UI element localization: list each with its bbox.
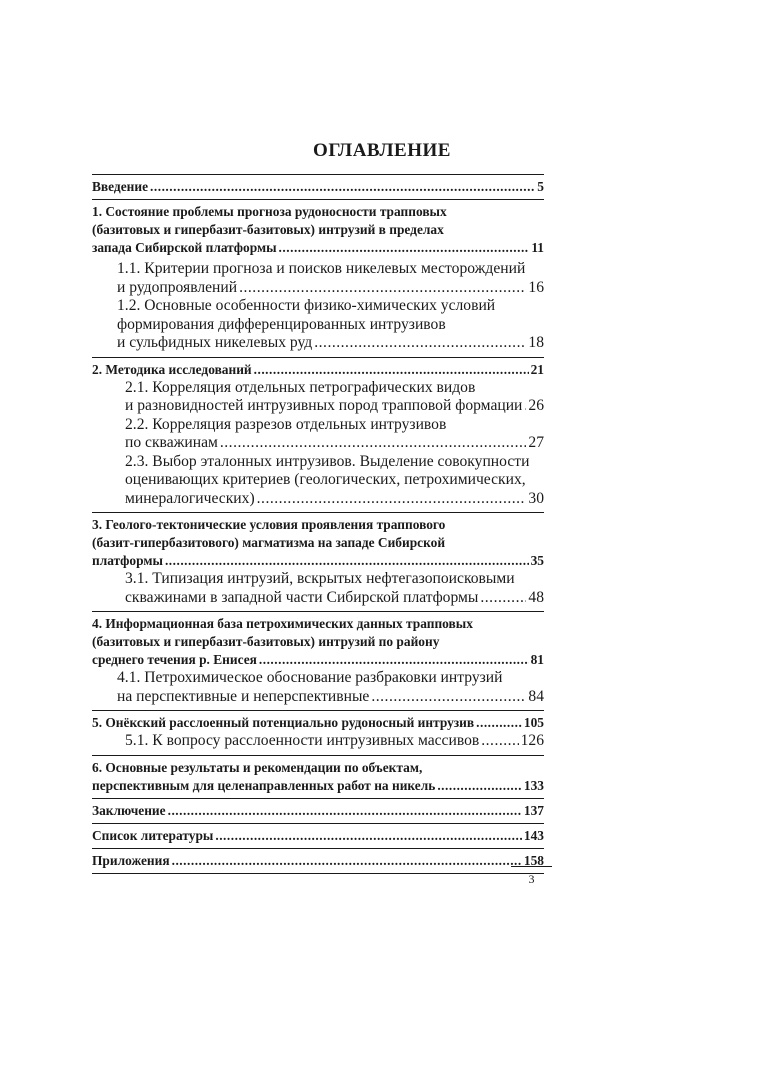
toc-entry-section-5-1[interactable] xyxy=(92,732,544,755)
toc-entry-title-line: 4. Информационная база петрохимических данных трапповых xyxy=(92,616,473,631)
toc-entry-section-4[interactable] xyxy=(92,611,544,669)
toc-entry-references[interactable] xyxy=(92,823,544,848)
toc-entry-section-6[interactable] xyxy=(92,755,544,798)
toc-entry-section-2[interactable] xyxy=(92,357,544,379)
toc-entry-line xyxy=(92,239,544,257)
page-number: 3 xyxy=(528,872,535,886)
toc-entry-title: по скважинам xyxy=(125,434,218,451)
toc-page-number: 18 xyxy=(528,334,544,351)
toc-entry-title-line: 2.2. Корреляция разрезов отдельных интрузивов xyxy=(125,415,447,433)
toc-entry-title: Приложения xyxy=(92,852,170,868)
toc-page-number: 5 xyxy=(537,179,544,194)
toc-entry-line xyxy=(92,178,544,196)
toc-entry-title: 2. Методика исследований xyxy=(92,361,252,377)
footer-rule xyxy=(511,866,552,867)
toc-entry-title-line: (базитовых и гипербазит-базитовых) интрузий в пределах xyxy=(92,222,444,237)
toc-entry-line xyxy=(92,802,544,820)
toc-page-number: 21 xyxy=(530,361,544,377)
toc-entry-line xyxy=(125,490,544,509)
toc-entry-intro[interactable] xyxy=(92,174,544,199)
toc-entry-conclusion[interactable] xyxy=(92,798,544,823)
table-of-contents xyxy=(92,174,544,874)
toc-page-number: 84 xyxy=(528,687,544,705)
toc-leader-dots xyxy=(259,651,529,669)
toc-entry-title: платформы xyxy=(92,553,163,568)
toc-entry-title: Заключение xyxy=(92,802,166,818)
toc-entry-title: 5. Онёкский расслоенный потенциально рудоносный интрузив xyxy=(92,715,475,730)
toc-entry-title: перспективным для целенаправленных работ на никель xyxy=(92,777,436,793)
toc-entry-title: и рудопроявлений xyxy=(117,278,238,296)
toc-entry-section-2-3[interactable] xyxy=(92,453,544,513)
toc-entry-title: и сульфидных никелевых руд xyxy=(117,334,313,351)
toc-entry-section-1[interactable] xyxy=(92,199,544,260)
toc-entry-section-3-1[interactable] xyxy=(92,570,544,611)
toc-entry-title-line: 2.3. Выбор эталонных интрузивов. Выделение совокупности xyxy=(125,452,530,470)
toc-entry-section-2-1[interactable] xyxy=(92,379,544,416)
toc-entry-title-line: (базитовых и гипербазит-базитовых) интрузий по району xyxy=(92,634,440,649)
toc-leader-dots xyxy=(480,589,526,608)
toc-entry-title-line: 1. Состояние проблемы прогноза рудоносности трапповых xyxy=(92,204,447,219)
toc-page-number: 30 xyxy=(528,489,544,507)
toc-entry-title-line: (базит-гипербазитового) магматизма на западе Сибирской xyxy=(92,535,446,550)
toc-entry-section-1-2[interactable] xyxy=(92,297,544,357)
toc-entry-line xyxy=(117,334,544,353)
toc-page-number: 16 xyxy=(528,278,544,296)
toc-page-number: 81 xyxy=(530,652,544,667)
toc-entry-title: 5.1. К вопросу расслоенности интрузивных массивов xyxy=(125,732,480,749)
toc-entry-section-5[interactable] xyxy=(92,710,544,732)
toc-entry-line xyxy=(125,397,544,416)
toc-page-number: 158 xyxy=(523,852,544,868)
page-title: ОГЛАВЛЕНИЕ xyxy=(313,140,451,161)
toc-page-number: 48 xyxy=(528,588,544,606)
toc-page-number: 27 xyxy=(528,434,544,451)
toc-entry-title-line: 1.1. Критерии прогноза и поисков никелевых месторождений xyxy=(117,260,526,277)
toc-entry-line xyxy=(117,688,544,707)
toc-entry-line xyxy=(92,651,544,669)
toc-leader-dots xyxy=(172,852,522,870)
toc-entry-title-line: формирования дифференцированных интрузивов xyxy=(117,315,446,333)
toc-entry-title-line: 4.1. Петрохимическое обоснование разбраковки интрузий xyxy=(117,669,503,686)
toc-entry-line xyxy=(92,361,544,379)
toc-entry-title: Список литературы xyxy=(92,827,214,843)
toc-leader-dots xyxy=(314,334,526,353)
toc-entry-title-line: 3. Геолого-тектонические условия проявления траппового xyxy=(92,517,446,532)
toc-entry-section-2-2[interactable] xyxy=(92,416,544,453)
toc-page-number: 143 xyxy=(523,827,544,843)
toc-entry-title-line: оценивающих критериев (геологических, петрохимических, xyxy=(125,471,526,488)
toc-page-number: 126 xyxy=(520,732,544,749)
toc-entry-title: и разновидностей интрузивных пород трапповой формации xyxy=(125,397,523,414)
toc-entry-line xyxy=(92,552,544,570)
toc-page-number: 26 xyxy=(528,397,544,414)
toc-entry-line xyxy=(125,732,544,751)
toc-entry-title: минералогических) xyxy=(125,489,255,507)
toc-entry-section-1-1[interactable] xyxy=(92,260,544,297)
toc-entry-title: Введение xyxy=(92,179,149,194)
toc-leader-dots xyxy=(279,239,530,257)
toc-page-number: 105 xyxy=(523,715,544,730)
toc-entry-line xyxy=(92,777,544,795)
toc-entry-title: на перспективные и неперспективные xyxy=(117,687,370,705)
toc-entry-title: среднего течения р. Енисея xyxy=(92,652,257,667)
toc-leader-dots xyxy=(215,827,522,845)
toc-entry-title-line: 1.2. Основные особенности физико-химических условий xyxy=(117,297,496,314)
toc-entry-line xyxy=(92,852,544,870)
toc-leader-dots xyxy=(254,361,529,379)
toc-entry-title-line: 2.1. Корреляция отдельных петрографических видов xyxy=(125,378,476,396)
toc-entry-title-line: 6. Основные результаты и рекомендации по объектам, xyxy=(92,759,423,775)
toc-leader-dots xyxy=(168,802,522,820)
toc-page-number: 133 xyxy=(523,777,544,793)
toc-entry-line xyxy=(92,714,544,732)
toc-page-number: 11 xyxy=(531,240,544,255)
toc-leader-dots xyxy=(481,732,518,751)
toc-entry-appendix[interactable] xyxy=(92,848,544,873)
toc-page-number: 137 xyxy=(523,802,544,818)
toc-leader-dots xyxy=(371,688,526,707)
toc-entry-section-3[interactable] xyxy=(92,512,544,570)
toc-entry-line xyxy=(117,279,544,298)
toc-leader-dots xyxy=(437,777,522,795)
toc-leader-dots xyxy=(220,434,527,453)
toc-entry-title: скважинами в западной части Сибирской платформы xyxy=(125,588,479,606)
toc-leader-dots xyxy=(257,490,527,509)
toc-leader-dots xyxy=(165,552,529,570)
toc-bottom-rule xyxy=(92,873,544,874)
toc-leader-dots xyxy=(476,714,522,732)
toc-entry-title: запада Сибирской платформы xyxy=(92,240,277,255)
toc-leader-dots xyxy=(150,178,535,196)
toc-entry-section-4-1[interactable] xyxy=(92,669,544,710)
toc-page-number: 35 xyxy=(530,553,544,568)
toc-leader-dots xyxy=(524,397,526,416)
toc-entry-line xyxy=(92,827,544,845)
toc-entry-line xyxy=(125,434,544,453)
toc-entry-line xyxy=(125,589,544,608)
toc-entry-title-line: 3.1. Типизация интрузий, вскрытых нефтегазопоисковыми xyxy=(125,570,515,587)
toc-leader-dots xyxy=(239,279,526,298)
